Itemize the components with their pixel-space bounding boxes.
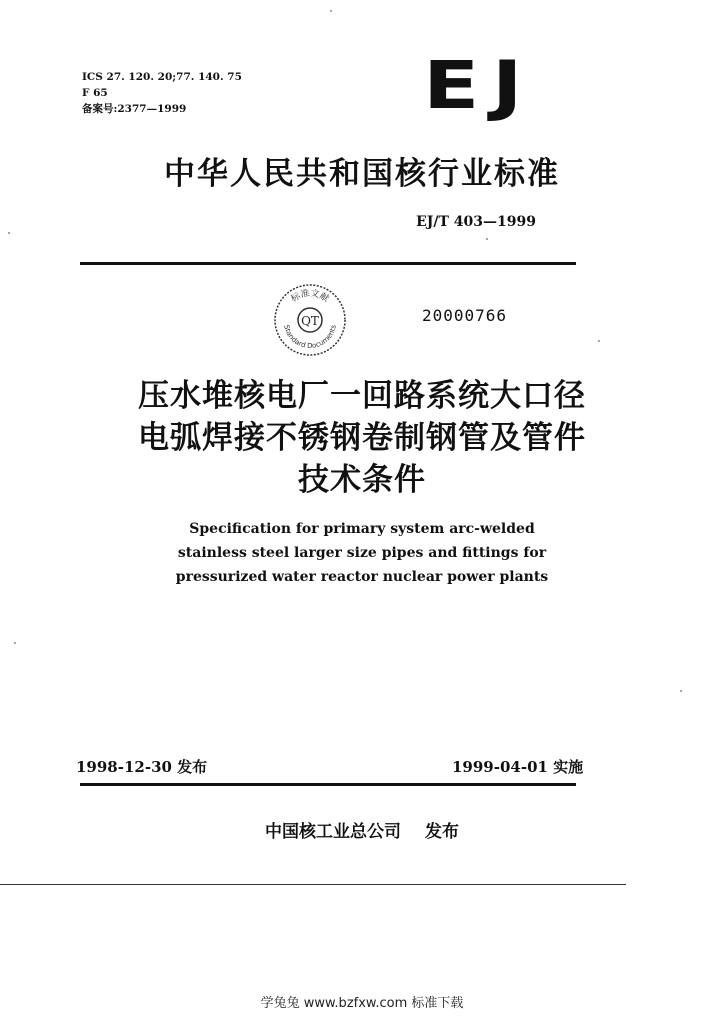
stamp-bottom-text: Standard Documents — [282, 324, 338, 351]
standard-number: EJ/T 403—1999 — [416, 214, 536, 230]
scan-speck — [486, 238, 488, 240]
bottom-rule — [80, 783, 576, 786]
top-rule — [80, 262, 576, 265]
issue-date: 1998-12-30 发布 — [76, 758, 208, 776]
standard-category-title: 中华人民共和国核行业标准 — [164, 156, 560, 192]
archive-stamp — [272, 282, 348, 358]
title-en-line-1: Specification for primary system arc-welded — [189, 521, 535, 537]
stamp-center: QT — [301, 314, 319, 328]
svg-text:标准文献 — [289, 287, 332, 305]
title-zh-line-2: 电弧焊接不锈钢卷制钢管及管件 — [138, 420, 586, 456]
classification-code: F 65 — [82, 87, 108, 99]
title-zh-line-3: 技术条件 — [298, 462, 426, 498]
title-en-line-3: pressurized water reactor nuclear power plants — [175, 569, 549, 585]
scan-speck — [680, 690, 682, 692]
page-divider — [0, 884, 626, 885]
scan-speck — [8, 232, 10, 234]
title-zh-line-1: 压水堆核电厂一回路系统大口径 — [138, 378, 586, 414]
archive-number: 20000766 — [422, 306, 508, 325]
issuing-authority: 中国核工业总公司 发布 — [265, 822, 459, 842]
ics-code: ICS 27. 120. 20;77. 140. 75 — [82, 71, 242, 83]
scan-speck — [14, 642, 16, 644]
title-en-line-2: stainless steel larger size pipes and fittings for — [177, 545, 547, 561]
ej-logo: EJ — [423, 47, 536, 124]
footer-watermark: 学兔兔 www.bzfxw.com 标准下载 — [260, 996, 464, 1011]
record-number: 备案号:2377—1999 — [82, 103, 187, 115]
stamp-top-text: 标准文献 — [289, 288, 331, 305]
scan-speck — [330, 10, 332, 12]
effective-date: 1999-04-01 实施 — [452, 758, 584, 776]
scan-speck — [598, 340, 600, 342]
